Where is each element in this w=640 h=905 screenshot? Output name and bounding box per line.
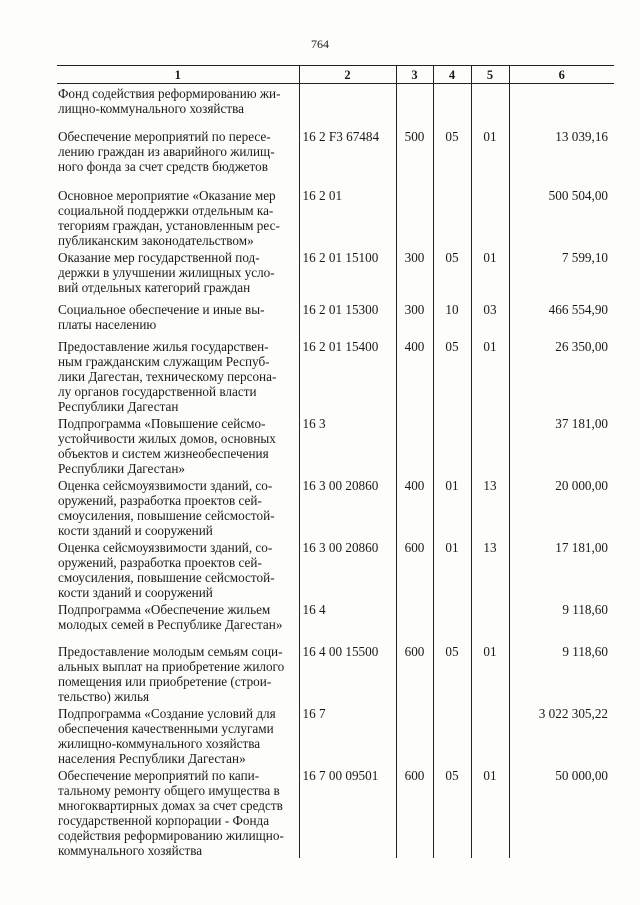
row-column-5-cell: 13: [471, 476, 509, 538]
row-column-3-cell: 600: [396, 766, 433, 858]
row-column-5-cell: 01: [471, 642, 509, 704]
row-column-4-cell: 05: [433, 766, 471, 858]
page-number: 764: [311, 37, 329, 51]
row-name-cell: Предоставление жилья государствен- ным гражданским служащим Респуб- лики Дагестан, техническому персона- лу органов государственной власти Республики Дагестан: [58, 338, 277, 414]
row-column-4-cell: 05: [433, 127, 471, 186]
table-row: [57, 248, 614, 300]
row-name-cell: Социальное обеспечение и иные вы- платы населению: [58, 301, 265, 332]
row-column-3-cell: 300: [396, 300, 433, 337]
column-header-4: 4: [433, 66, 471, 84]
column-header-5: 5: [471, 66, 509, 84]
row-column-5-cell: [471, 84, 509, 127]
row-code-cell: 16 4 00 15500: [299, 642, 396, 704]
row-code-cell: 16 3 00 20860: [299, 476, 396, 538]
row-column-3-cell: [396, 704, 433, 766]
row-amount-cell: 17 181,00: [509, 538, 614, 600]
row-code-cell: 16 7 00 09501: [299, 766, 396, 858]
row-column-3-cell: [396, 600, 433, 642]
row-amount-cell: 13 039,16: [509, 127, 614, 186]
row-column-3-cell: 600: [396, 642, 433, 704]
row-name-cell: Оценка сейсмоуязвимости зданий, со- оружений, разработка проектов сей- смоусиления, повышение сейсмостой- кости зданий и сооружений: [58, 539, 275, 600]
table-row: [57, 84, 614, 127]
row-amount-cell: 50 000,00: [509, 766, 614, 858]
row-amount-cell: 26 350,00: [509, 337, 614, 414]
table-row: [57, 642, 614, 704]
row-amount-cell: 20 000,00: [509, 476, 614, 538]
row-column-3-cell: [396, 84, 433, 127]
budget-table: [57, 65, 614, 858]
table-row: [57, 300, 614, 337]
row-amount-cell: 9 118,60: [509, 600, 614, 642]
row-column-4-cell: 01: [433, 538, 471, 600]
row-column-3-cell: [396, 186, 433, 248]
row-column-4-cell: [433, 186, 471, 248]
row-column-5-cell: [471, 600, 509, 642]
row-column-5-cell: 01: [471, 127, 509, 186]
row-amount-cell: [509, 84, 614, 127]
row-column-4-cell: 05: [433, 642, 471, 704]
row-amount-cell: 500 504,00: [509, 186, 614, 248]
row-name-cell: Основное мероприятие «Оказание мер социальной поддержки отдельным ка- тегориям граждан, установленным рес- публиканским законодательством»: [58, 187, 280, 248]
table-row: [57, 476, 614, 538]
row-column-4-cell: 10: [433, 300, 471, 337]
row-column-3-cell: 600: [396, 538, 433, 600]
table-row: [57, 538, 614, 600]
row-code-cell: [299, 84, 396, 127]
row-name-cell: Фонд содействия реформированию жи- лищно-коммунального хозяйства: [58, 86, 281, 116]
row-name-cell: Предоставление молодым семьям соци- альных выплат на приобретение жилого помещения или приобретение (строи- тельство) жилья: [58, 643, 285, 704]
row-column-4-cell: [433, 84, 471, 127]
row-name-cell: Обеспечение мероприятий по пересе- лению граждан из аварийного жилищ- ного фонда за счет средств бюджетов: [58, 128, 275, 174]
column-header-1: 1: [57, 66, 299, 84]
table-row: [57, 186, 614, 248]
row-column-5-cell: 01: [471, 337, 509, 414]
row-column-3-cell: 300: [396, 248, 433, 300]
row-name-cell: Подпрограмма «Повышение сейсмо- устойчивости жилых домов, основных объектов и систем жизнеобеспечения Республики Дагестан»: [58, 415, 276, 476]
column-header-6: 6: [509, 66, 614, 84]
row-code-cell: 16 2 01 15300: [299, 300, 396, 337]
row-code-cell: 16 2 01 15400: [299, 337, 396, 414]
table-header-row: [57, 66, 614, 84]
table-row: [57, 704, 614, 766]
row-column-3-cell: [396, 414, 433, 476]
table-row: [57, 414, 614, 476]
row-column-5-cell: 01: [471, 248, 509, 300]
row-column-4-cell: 05: [433, 337, 471, 414]
table-row: [57, 766, 614, 858]
row-amount-cell: 7 599,10: [509, 248, 614, 300]
row-column-5-cell: [471, 414, 509, 476]
row-column-5-cell: [471, 186, 509, 248]
row-code-cell: 16 2 01: [299, 186, 396, 248]
row-column-4-cell: 05: [433, 248, 471, 300]
table-row: [57, 127, 614, 186]
row-amount-cell: 9 118,60: [509, 642, 614, 704]
row-name-cell: Оценка сейсмоуязвимости зданий, со- оружений, разработка проектов сей- смоусиления, повышение сейсмостой- кости зданий и сооружений: [58, 477, 275, 538]
row-column-4-cell: [433, 600, 471, 642]
row-column-4-cell: 01: [433, 476, 471, 538]
row-name-cell: Подпрограмма «Обеспечение жильем молодых семей в Республике Дагестан»: [58, 601, 283, 632]
table-row: [57, 600, 614, 642]
row-name-cell: Подпрограмма «Создание условий для обеспечения качественными услугами жилищно-коммунального хозяйства населения Республики Дагестан»: [58, 705, 276, 766]
row-amount-cell: 3 022 305,22: [509, 704, 614, 766]
table-body: [57, 84, 614, 858]
row-column-3-cell: 400: [396, 476, 433, 538]
row-column-3-cell: 400: [396, 337, 433, 414]
row-column-4-cell: [433, 414, 471, 476]
row-code-cell: 16 2 F3 67484: [299, 127, 396, 186]
row-code-cell: 16 3 00 20860: [299, 538, 396, 600]
table-row: [57, 337, 614, 414]
row-column-5-cell: [471, 704, 509, 766]
row-column-5-cell: 03: [471, 300, 509, 337]
column-header-3: 3: [396, 66, 433, 84]
row-amount-cell: 37 181,00: [509, 414, 614, 476]
row-code-cell: 16 7: [299, 704, 396, 766]
row-column-4-cell: [433, 704, 471, 766]
row-code-cell: 16 2 01 15100: [299, 248, 396, 300]
row-code-cell: 16 3: [299, 414, 396, 476]
row-column-5-cell: 13: [471, 538, 509, 600]
row-code-cell: 16 4: [299, 600, 396, 642]
row-name-cell: Обеспечение мероприятий по капи- тальному ремонту общего имущества в многоквартирных домах за счет средств государственной корпорации - Фонда содействия реформированию жилищно- коммунального хозяйства: [58, 767, 284, 858]
row-name-cell: Оказание мер государственной под- держки в улучшении жилищных усло- вий отдельных категорий граждан: [58, 249, 275, 295]
row-amount-cell: 466 554,90: [509, 300, 614, 337]
row-column-5-cell: 01: [471, 766, 509, 858]
column-header-2: 2: [299, 66, 396, 84]
row-column-3-cell: 500: [396, 127, 433, 186]
